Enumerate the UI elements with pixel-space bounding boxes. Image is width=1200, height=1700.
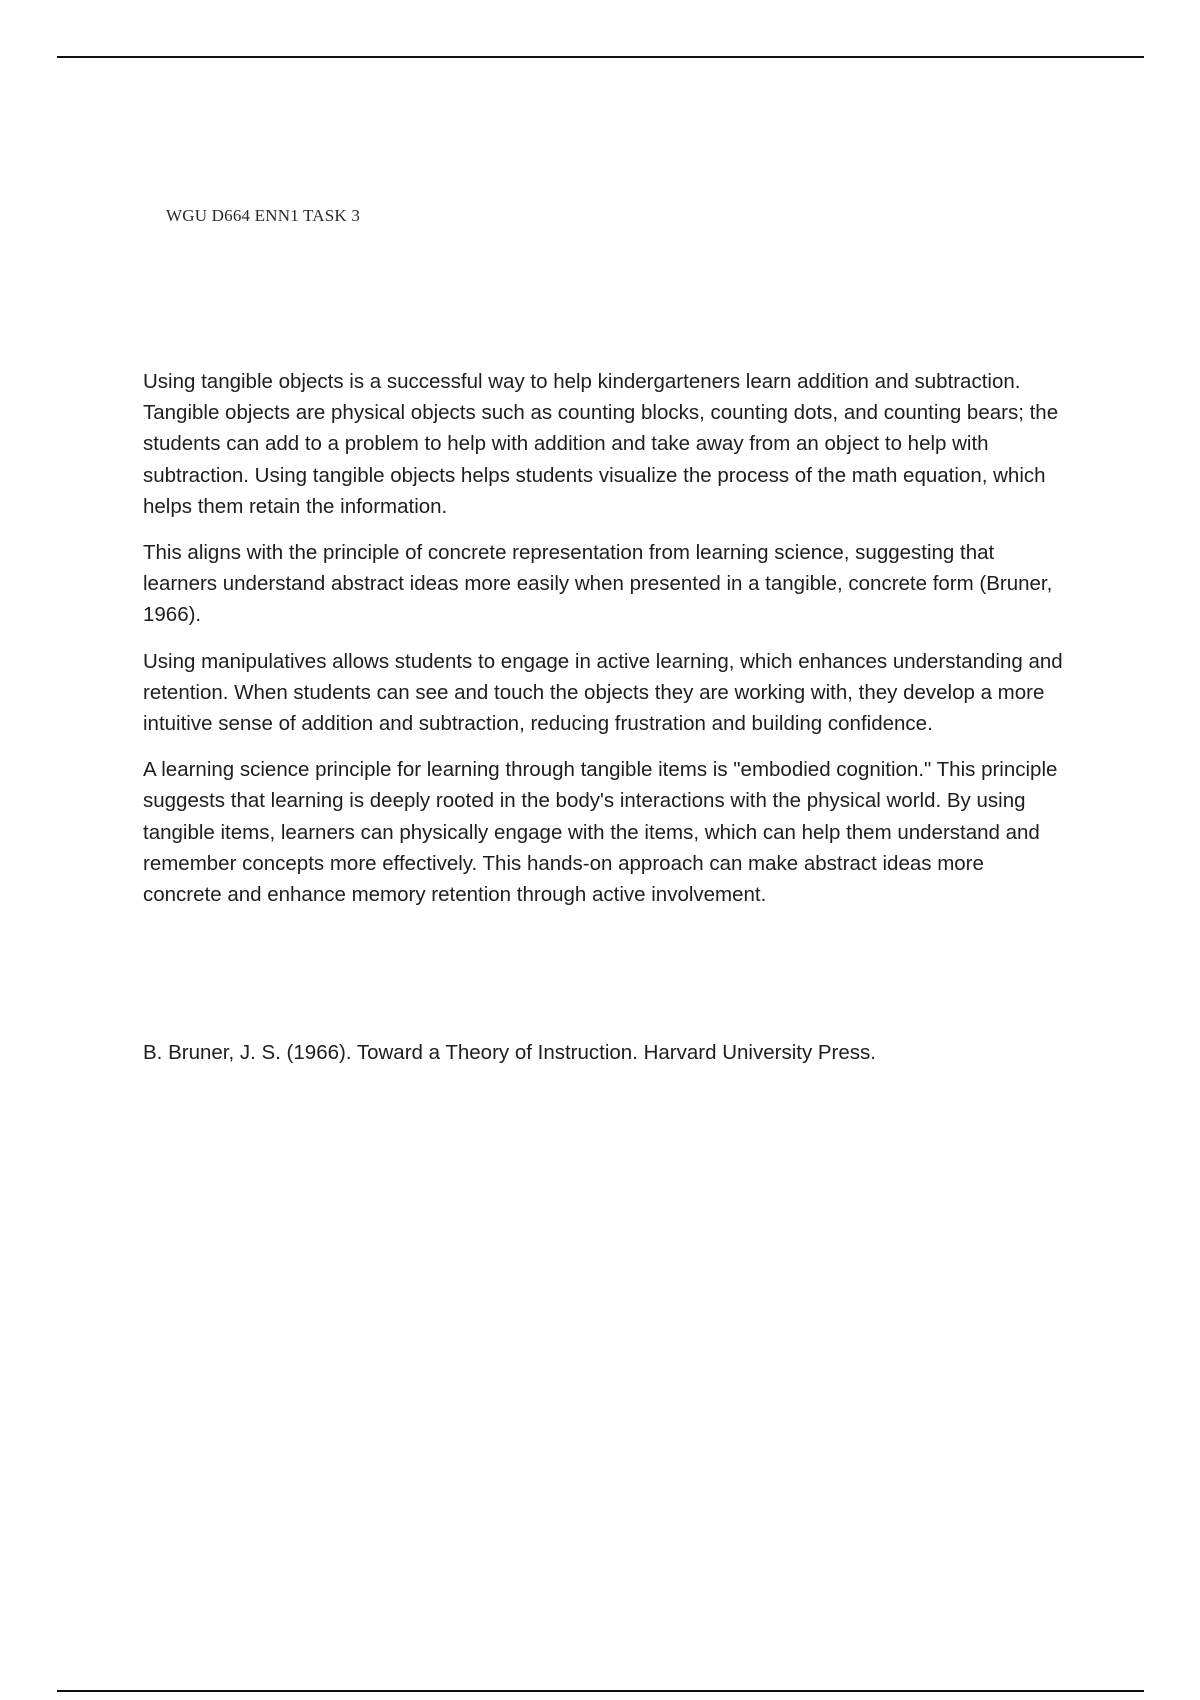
paragraph-embodied-cognition: A learning science principle for learning through tangible items is "embodied cognition." This principle suggests that learning is deeply rooted in the body's interactions with the physical world. By using tangible items, learners can physically engage with the items, which can help them understand and remember concepts more effectively. This hands-on approach can make abstract ideas more concrete and enhance memory retention through active involvement. — [143, 758, 1058, 907]
document-body — [143, 366, 1063, 925]
top-rule — [57, 56, 1144, 58]
paragraph-tangible-objects: Using tangible objects is a successful way to help kindergarteners learn addition and subtraction. Tangible objects are physical objects such as counting blocks, counting dots, and counting bears; the students can add to a problem to help with addition and take away from an object to help with subtraction. Using tangible objects helps students visualize the process of the math equation, which helps them retain the information. — [143, 370, 1059, 518]
paragraph-manipulatives: Using manipulatives allows students to engage in active learning, which enhances understanding and retention. When students can see and touch the objects they are working with, they develop a more intuitive sense of addition and subtraction, reducing frustration and building confidence. — [143, 649, 1063, 736]
bottom-rule — [57, 1690, 1144, 1692]
reference-citation: B. Bruner, J. S. (1966). Toward a Theory of Instruction. Harvard University Press. — [143, 1041, 876, 1064]
paragraph-concrete-representation: This aligns with the principle of concrete representation from learning science, suggesting that learners understand abstract ideas more easily when presented in a tangible, concrete form (Bruner, 1966). — [143, 541, 1053, 627]
document-header: WGU D664 ENN1 TASK 3 — [166, 206, 361, 225]
